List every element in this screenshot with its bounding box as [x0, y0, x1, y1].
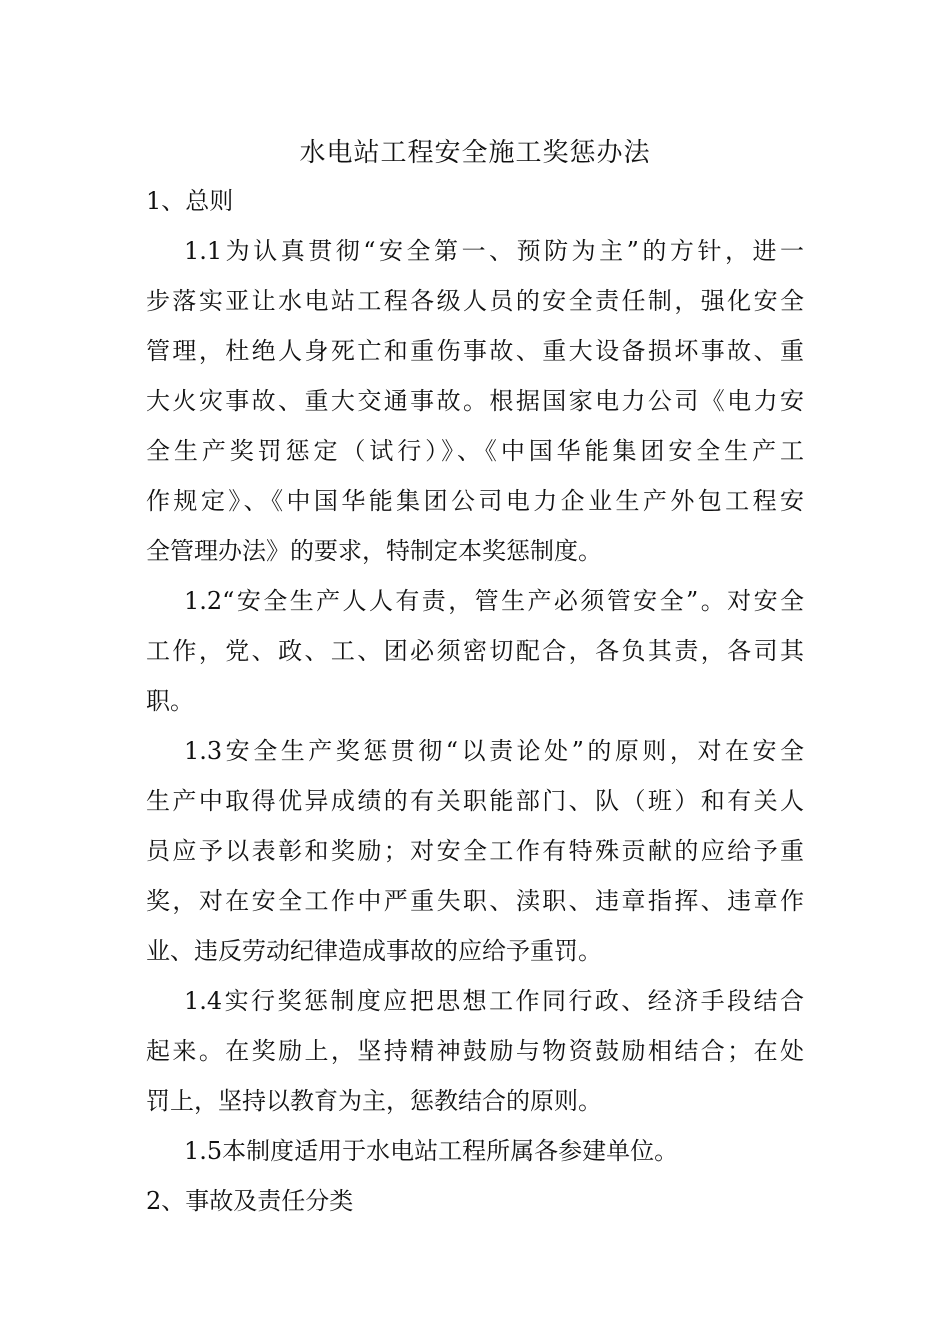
paragraph-line: 职。: [146, 687, 194, 715]
paragraph-line: 1.5本制度适用于水电站工程所属各参建单位。: [184, 1137, 679, 1165]
paragraph-line: 奖，对在安全工作中严重失职、渎职、违章指挥、违章作: [146, 887, 804, 915]
paragraph-line: 大火灾事故、重大交通事故。根据国家电力公司《电力安: [146, 387, 804, 415]
section-heading-accident-classification: 2、事故及责任分类: [146, 1187, 354, 1215]
paragraph-line: 全管理办法》的要求，特制定本奖惩制度。: [146, 537, 602, 565]
paragraph-line: 员应予以表彰和奖励；对安全工作有特殊贡献的应给予重: [146, 837, 804, 865]
paragraph-line: 1.3安全生产奖惩贯彻“以责论处”的原则，对在安全: [184, 737, 804, 765]
paragraph-line: 业、违反劳动纪律造成事故的应给予重罚。: [146, 937, 602, 965]
paragraph-line: 步落实亚让水电站工程各级人员的安全责任制，强化安全: [146, 287, 804, 315]
paragraph-line: 起来。在奖励上，坚持精神鼓励与物资鼓励相结合；在处: [146, 1037, 804, 1065]
paragraph-line: 罚上，坚持以教育为主，惩教结合的原则。: [146, 1087, 602, 1115]
document-title: 水电站工程安全施工奖惩办法: [299, 138, 651, 168]
paragraph-line: 工作，党、政、工、团必须密切配合，各负其责，各司其: [146, 637, 804, 665]
section-heading-general: 1、总则: [146, 187, 234, 215]
paragraph-line: 管理，杜绝人身死亡和重伤事故、重大设备损坏事故、重: [146, 337, 804, 365]
paragraph-line: 生产中取得优异成绩的有关职能部门、队（班）和有关人: [146, 787, 804, 815]
paragraph-line: 1.2“安全生产人人有责，管生产必须管安全”。对安全: [184, 587, 804, 615]
paragraph-line: 作规定》、《中国华能集团公司电力企业生产外包工程安: [146, 487, 804, 515]
paragraph-line: 全生产奖罚惩定（试行）》、《中国华能集团安全生产工: [146, 437, 804, 465]
paragraph-line: 1.4实行奖惩制度应把思想工作同行政、经济手段结合: [184, 987, 804, 1015]
paragraph-line: 1.1为认真贯彻“安全第一、预防为主”的方针，进一: [184, 237, 804, 265]
